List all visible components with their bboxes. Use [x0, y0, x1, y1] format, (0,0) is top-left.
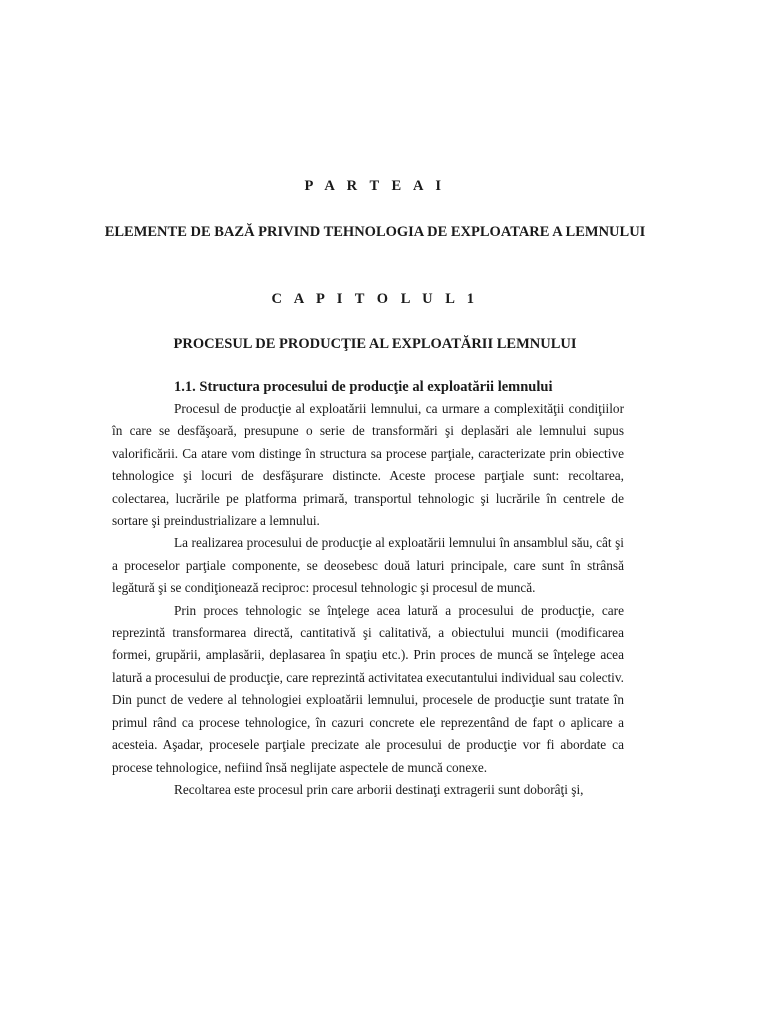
section-title: 1.1. Structura procesului de producţie al exploatării lemnului: [174, 379, 553, 395]
paragraph: Prin proces tehnologic se înţelege acea latură a procesului de producţie, care reprezintă transformarea directă, cantitativă şi calitativă, a obiectului muncii (modificarea formei, grupării, amplasării, deplasarea în spaţiu etc.). Prin proces de muncă se înţelege acea latură a procesului de producţie, care reprezintă activitatea executantului individual sau colectiv. Din punct de vedere al tehnologiei exploatării lemnului, procesele de producţie sunt tratate în primul rând ca procese tehnologice, în cazuri concrete ele reprezentând de fapt o aplicare a acesteia. Aşadar, procesele parţiale precizate ale procesului de producţie vor fi abordate ca procese tehnologice, nefiind însă neglijate aspectele de muncă conexe.: [112, 602, 624, 775]
paragraph: La realizarea procesului de producţie al exploatării lemnului în ansamblul său, cât şi a proceselor parţiale componente, se deosebesc două laturi principale, care sunt în strânsă legătură şi se condiţionează reciproc: procesul tehnologic şi procesul de muncă.: [112, 535, 624, 596]
chapter-title: PROCESUL DE PRODUCŢIE AL EXPLOATĂRII LEMNULUI: [173, 336, 577, 352]
chapter-heading: C A P I T O L U L 1: [271, 291, 479, 307]
body-text: [112, 398, 624, 801]
paragraph: Procesul de producţie al exploatării lemnului, ca urmare a complexităţii condiţiilor în care se desfăşoară, presupune o serie de transformări şi deplasări ale lemnului supus valorificării. Ca atare vom distinge în structura sa procese parţiale, caracterizate prin obiective tehnologice şi locuri de desfăşurare distincte. Aceste procese parţiale sunt: recoltarea, colectarea, lucrările pe platforma primară, transportul tehnologic şi lucrările în centrele de sortare şi preindustrializare a lemnului.: [112, 401, 624, 529]
part-heading: P A R T E A I: [304, 178, 446, 194]
part-title: ELEMENTE DE BAZĂ PRIVIND TEHNOLOGIA DE EXPLOATARE A LEMNULUI: [104, 224, 646, 240]
paragraph: Recoltarea este procesul prin care arborii destinaţi extragerii sunt doborâţi şi,: [174, 781, 584, 797]
